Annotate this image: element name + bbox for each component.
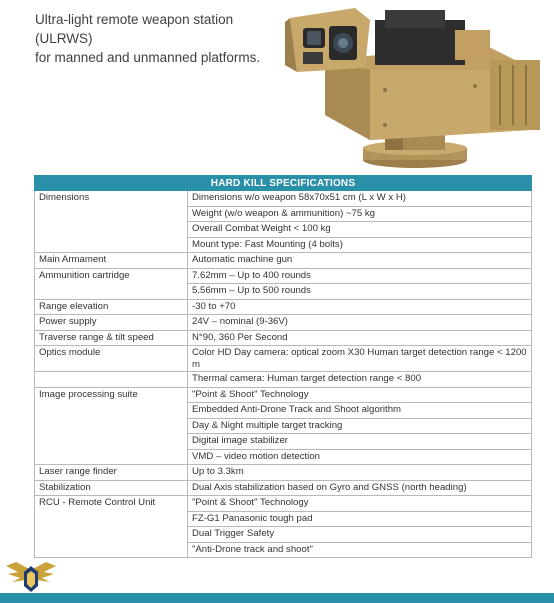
- spec-value: Automatic machine gun: [188, 253, 532, 269]
- spec-value: "Point & Shoot" Technology: [188, 496, 532, 512]
- specs-table: [34, 175, 532, 558]
- specs-table-header: HARD KILL SPECIFICATIONS: [35, 176, 532, 191]
- spec-value: Dual Axis stabilization based on Gyro and GNSS (north heading): [188, 480, 532, 496]
- spec-value: Overall Combat Weight < 100 kg: [188, 222, 532, 238]
- table-row: [35, 191, 532, 207]
- spec-value: Dual Trigger Safety: [188, 527, 532, 543]
- spec-label: Ammunition cartridge: [35, 268, 188, 299]
- spec-label: Dimensions: [35, 191, 188, 253]
- table-row: [35, 299, 532, 315]
- table-row: [35, 315, 532, 331]
- spec-value: N°90, 360 Per Second: [188, 330, 532, 346]
- table-row: [35, 253, 532, 269]
- spec-value: Color HD Day camera: optical zoom X30 Human target detection range < 1200 m: [188, 346, 532, 372]
- spec-label: Image processing suite: [35, 387, 188, 465]
- spec-value: FZ-G1 Panasonic tough pad: [188, 511, 532, 527]
- spec-value: Weight (w/o weapon & ammunition) ~75 kg: [188, 206, 532, 222]
- spec-value: Day & Night multiple target tracking: [188, 418, 532, 434]
- table-row: [35, 465, 532, 481]
- spec-label: Optics module: [35, 346, 188, 372]
- spec-label: Range elevation: [35, 299, 188, 315]
- spec-value: Mount type: Fast Mounting (4 bolts): [188, 237, 532, 253]
- table-row: [35, 372, 532, 388]
- intro-line-1: Ultra-light remote weapon station (ULRWS): [35, 12, 234, 46]
- spec-label: Traverse range & tilt speed: [35, 330, 188, 346]
- spec-value: "Anti-Drone track and shoot": [188, 542, 532, 558]
- footer-bar: [0, 593, 554, 603]
- spec-value: Dimensions w/o weapon 58x70x51 cm (L x W x H): [188, 191, 532, 207]
- weapon-station-image: [285, 0, 554, 172]
- spec-value: "Point & Shoot" Technology: [188, 387, 532, 403]
- table-row: [35, 330, 532, 346]
- spec-value: Thermal camera: Human target detection range < 800: [188, 372, 532, 388]
- table-row: [35, 480, 532, 496]
- spec-value: -30 to +70: [188, 299, 532, 315]
- table-row: [35, 268, 532, 284]
- spec-label: Laser range finder: [35, 465, 188, 481]
- table-row: [35, 496, 532, 512]
- spec-label: [35, 372, 188, 388]
- spec-value: Up to 3.3km: [188, 465, 532, 481]
- spec-value: 24V – nominal (9-36V): [188, 315, 532, 331]
- table-row: [35, 346, 532, 372]
- intro-line-2: for manned and unmanned platforms.: [35, 50, 261, 65]
- spec-label: Power supply: [35, 315, 188, 331]
- table-row: [35, 387, 532, 403]
- spec-value: Digital image stabilizer: [188, 434, 532, 450]
- spec-value: VMD – video motion detection: [188, 449, 532, 465]
- spec-label: Stabilization: [35, 480, 188, 496]
- spec-value: 5.56mm – Up to 500 rounds: [188, 284, 532, 300]
- spec-value: Embedded Anti-Drone Track and Shoot algorithm: [188, 403, 532, 419]
- spec-value: 7.62mm – Up to 400 rounds: [188, 268, 532, 284]
- intro-text: [35, 10, 285, 67]
- spec-label: RCU - Remote Control Unit: [35, 496, 188, 558]
- spec-label: Main Armament: [35, 253, 188, 269]
